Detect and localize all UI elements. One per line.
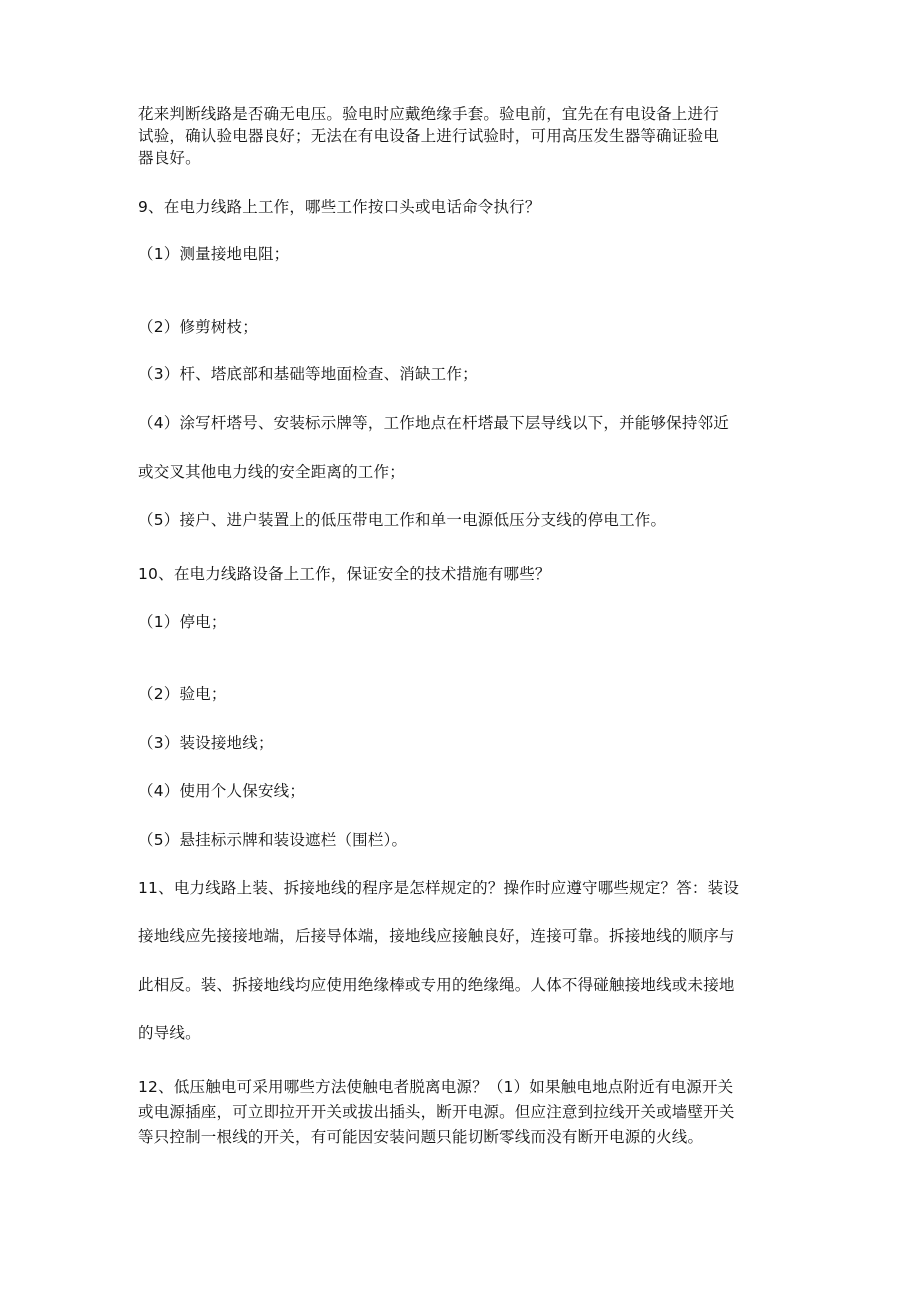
- text-line: 接地线应先接接地端，后接导体端，接地线应接触良好，连接可靠。拆接地线的顺序与: [138, 927, 735, 945]
- list-item: （3）杆、塔底部和基础等地面检查、消缺工作；: [138, 365, 478, 383]
- list-item: （2）验电；: [138, 685, 227, 703]
- text-line: 或交叉其他电力线的安全距离的工作；: [138, 463, 405, 481]
- question-heading: 11、电力线路上装、拆接地线的程序是怎样规定的？操作时应遵守哪些规定？答：装设: [138, 879, 740, 897]
- text-line: 花来判断线路是否确无电压。验电时应戴绝缘手套。验电前，宜先在有电设备上进行: [138, 105, 719, 123]
- text-line: 等只控制一根线的开关，有可能因安装问题只能切断零线而没有断开电源的火线。: [138, 1128, 704, 1146]
- list-item: （5）接户、进户装置上的低压带电工作和单一电源低压分支线的停电工作。: [138, 511, 667, 529]
- text-line: 的导线。: [138, 1024, 201, 1042]
- question-heading: 9、在电力线路上工作，哪些工作按口头或电话命令执行？: [138, 198, 541, 216]
- text-line: 器良好。: [138, 149, 201, 167]
- list-item: （2）修剪树枝；: [138, 318, 258, 336]
- list-item: （4）涂写杆塔号、安装标示牌等，工作地点在杆塔最下层导线以下，并能够保持邻近: [138, 414, 729, 432]
- text-line: 试验，确认验电器良好；无法在有电设备上进行试验时，可用高压发生器等确证验电: [138, 127, 719, 145]
- text-line: 此相反。装、拆接地线均应使用绝缘棒或专用的绝缘绳。人体不得碰触接地线或未接地: [138, 976, 735, 994]
- list-item: （3）装设接地线；: [138, 734, 274, 752]
- list-item: （4）使用个人保安线；: [138, 782, 306, 800]
- list-item: （1）测量接地电阻；: [138, 245, 290, 263]
- text-line: 或电源插座，可立即拉开开关或拔出插头，断开电源。但应注意到拉线开关或墙壁开关: [138, 1103, 735, 1121]
- list-item: （5）悬挂标示牌和装设遮栏（围栏）。: [138, 831, 408, 849]
- list-item: （1）停电；: [138, 613, 227, 631]
- question-heading: 12、低压触电可采用哪些方法使触电者脱离电源？（1）如果触电地点附近有电源开关: [138, 1078, 734, 1096]
- question-heading: 10、在电力线路设备上工作，保证安全的技术措施有哪些？: [138, 565, 551, 583]
